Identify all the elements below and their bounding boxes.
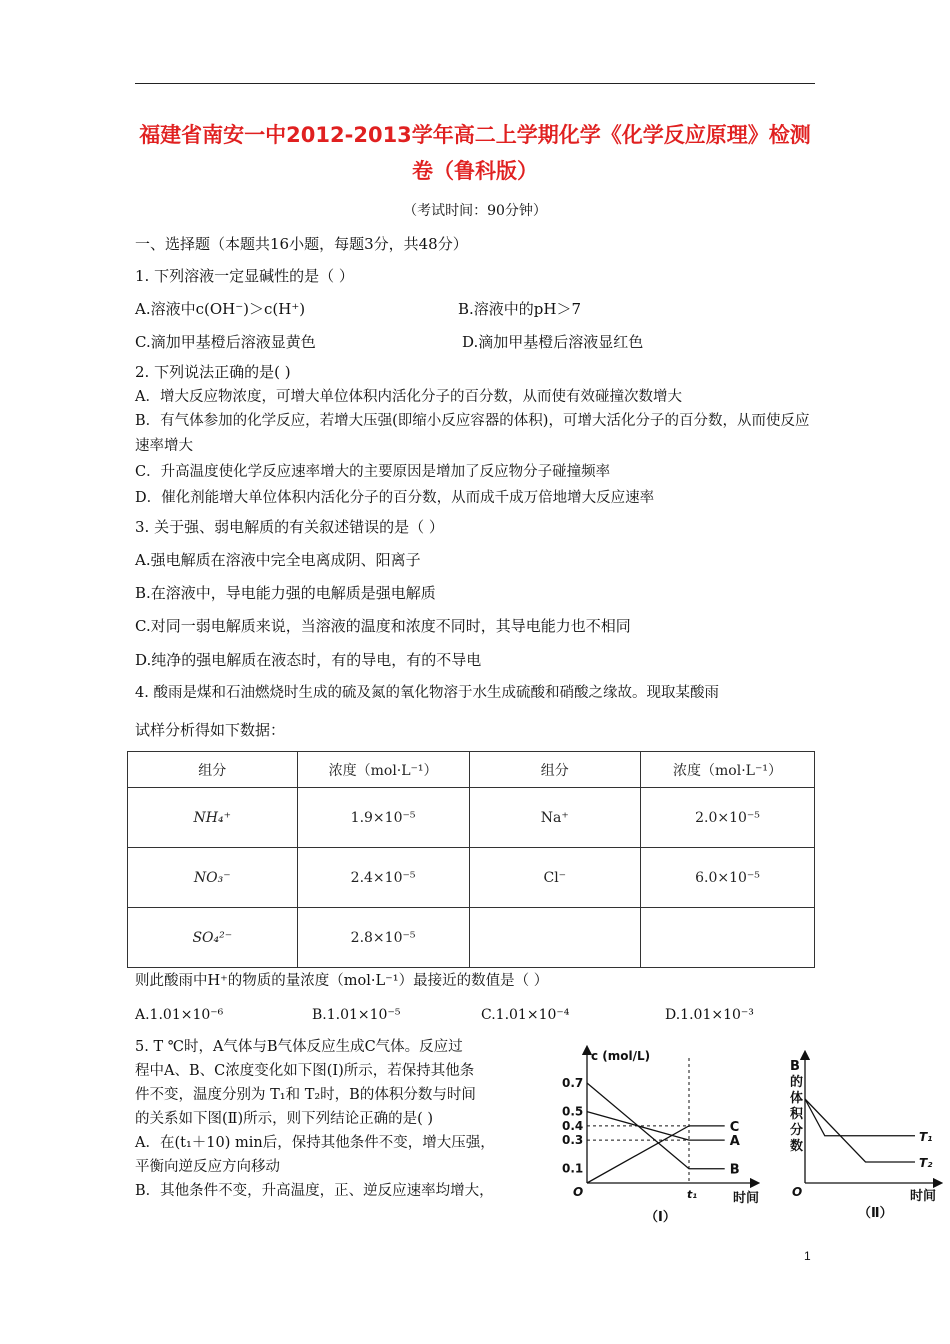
q4-option-c: C.1.01×10⁻⁴ <box>481 1007 570 1023</box>
q3-option-b: B.在溶液中，导电能力强的电解质是强电解质 <box>135 584 436 602</box>
y-tick-label: 0.4 <box>562 1118 584 1133</box>
exam-time: （考试时间：90分钟） <box>403 203 547 219</box>
table-cell: 1.9×10⁻⁵ <box>297 788 469 848</box>
q5-line: 件不变，温度分别为 T₁和 T₂时，B的体积分数与时间 <box>135 1087 476 1103</box>
table-header-row <box>128 752 815 788</box>
origin-label: O <box>573 1185 584 1199</box>
series-label: B <box>729 1162 740 1178</box>
q3-option-a: A.强电解质在溶液中完全电离成阴、阳离子 <box>135 551 421 569</box>
chart-guides <box>587 1058 689 1183</box>
table-row <box>128 788 815 848</box>
table-header: 组分 <box>128 752 298 788</box>
origin-label: O <box>792 1185 803 1199</box>
table-header: 浓度（mol·L⁻¹） <box>641 752 815 788</box>
q5-line: A．在(t₁＋10) min后，保持其他条件不变，增大压强， <box>135 1135 495 1151</box>
q4-option-d: D.1.01×10⁻³ <box>665 1007 754 1023</box>
q2-option-a: A．增大反应物浓度，可增大单位体积内活化分子的百分数，从而使有效碰撞次数增大 <box>135 389 682 405</box>
q4-stem-cont: 试样分析得如下数据： <box>135 721 286 739</box>
chart-series <box>587 1083 740 1183</box>
q1-option-c: C.滴加甲基橙后溶液显黄色 <box>135 333 316 351</box>
x-axis-label: 时间 <box>733 1191 760 1206</box>
q5-line: 程中A、B、C浓度变化如下图(Ⅰ)所示，若保持其他条 <box>135 1063 475 1079</box>
series-label: C <box>729 1119 740 1135</box>
x-tick-label: t₁ <box>687 1188 698 1201</box>
table-header: 组分 <box>469 752 640 788</box>
table-cell: 2.4×10⁻⁵ <box>297 848 469 908</box>
chart-title: （Ⅰ） <box>645 1210 676 1225</box>
y-tick-label: 0.3 <box>562 1133 584 1148</box>
q1-option-a: A.溶液中c(OH⁻)＞c(H⁺) <box>135 300 306 318</box>
y-ticks <box>562 1076 583 1176</box>
chart-title: （Ⅱ） <box>858 1206 893 1221</box>
series-label: T₂ <box>919 1156 933 1170</box>
page-title-cont: 卷（鲁科版） <box>412 159 538 183</box>
series-label: T₁ <box>919 1129 933 1144</box>
table-cell <box>641 908 815 968</box>
y-tick-label: 0.7 <box>562 1076 584 1090</box>
table-header: 浓度（mol·L⁻¹） <box>297 752 469 788</box>
q3-option-d: D.纯净的强电解质在液态时，有的导电，有的不导电 <box>135 651 482 669</box>
y-axis-label: B 的体积分数 <box>790 1059 804 1154</box>
q5-line: 5. T ℃时，A气体与B气体反应生成C气体。反应过 <box>135 1039 463 1055</box>
q3-stem: 3. 关于强、弱电解质的有关叙述错误的是（ ） <box>135 518 444 536</box>
q2-option-d: D．催化剂能增大单位体积内活化分子的百分数，从而成千成万倍地增大反应速率 <box>135 490 655 506</box>
q4-stem: 4. 酸雨是煤和石油燃烧时生成的硫及氮的氧化物溶于水生成硫酸和硝酸之缘故。现取某酸雨 <box>135 685 719 701</box>
table-cell: 2.8×10⁻⁵ <box>297 908 469 968</box>
chart-volume-fraction <box>780 1050 945 1225</box>
q2-option-c: C．升高温度使化学反应速率增大的主要原因是增加了反应物分子碰撞频率 <box>135 464 611 480</box>
section-heading: 一、选择题（本题共16小题，每题3分，共48分） <box>135 235 468 253</box>
series-line-T₁ <box>805 1099 915 1136</box>
table-row <box>128 848 815 908</box>
chart-concentration <box>555 1040 770 1225</box>
q2-option-b: B．有气体参加的化学反应，若增大压强(即缩小反应容器的体积)，可增大活化分子的百分数，从而使反应速率增大 <box>135 413 810 454</box>
data-table <box>127 751 815 968</box>
table-cell: SO₄²⁻ <box>128 908 298 968</box>
q1-option-b: B.溶液中的pH＞7 <box>458 300 582 318</box>
page-number: 1 <box>804 1249 811 1263</box>
q1-option-d: D.滴加甲基橙后溶液显红色 <box>462 333 644 351</box>
page-title: 福建省南安一中2012-2013学年高二上学期化学《化学反应原理》检测 <box>139 123 811 147</box>
table-cell: 6.0×10⁻⁵ <box>641 848 815 908</box>
q5-line: B．其他条件不变，升高温度，正、逆反应速率均增大， <box>135 1183 494 1199</box>
x-axis-label: 时间 <box>910 1189 937 1204</box>
chart-series <box>805 1099 933 1170</box>
table-cell: NH₄⁺ <box>128 788 298 848</box>
q5-line: 平衡向逆反应方向移动 <box>135 1159 280 1175</box>
table-row <box>128 908 815 968</box>
y-axis-label: c (mol/L) <box>591 1049 651 1063</box>
series-label: A <box>729 1134 740 1150</box>
q1-stem: 1. 下列溶液一定显碱性的是（ ） <box>135 267 354 285</box>
q4-question: 则此酸雨中H⁺的物质的量浓度（mol·L⁻¹）最接近的数值是（ ） <box>135 973 549 989</box>
table-cell <box>469 908 640 968</box>
q4-option-b: B.1.01×10⁻⁵ <box>312 1007 401 1023</box>
q4-option-a: A.1.01×10⁻⁶ <box>135 1007 224 1023</box>
table-cell: 2.0×10⁻⁵ <box>641 788 815 848</box>
header-rule <box>135 83 815 84</box>
table-cell: NO₃⁻ <box>128 848 298 908</box>
table-cell: Na⁺ <box>469 788 640 848</box>
table-cell: Cl⁻ <box>469 848 640 908</box>
q3-option-c: C.对同一弱电解质来说，当溶液的温度和浓度不同时，其导电能力也不相同 <box>135 617 631 635</box>
series-line-C <box>587 1126 725 1183</box>
q2-stem: 2. 下列说法正确的是( ) <box>135 363 291 381</box>
q5-line: 的关系如下图(Ⅱ)所示，则下列结论正确的是( ) <box>135 1111 434 1127</box>
y-tick-label: 0.1 <box>562 1161 584 1176</box>
y-tick-label: 0.5 <box>562 1104 584 1119</box>
